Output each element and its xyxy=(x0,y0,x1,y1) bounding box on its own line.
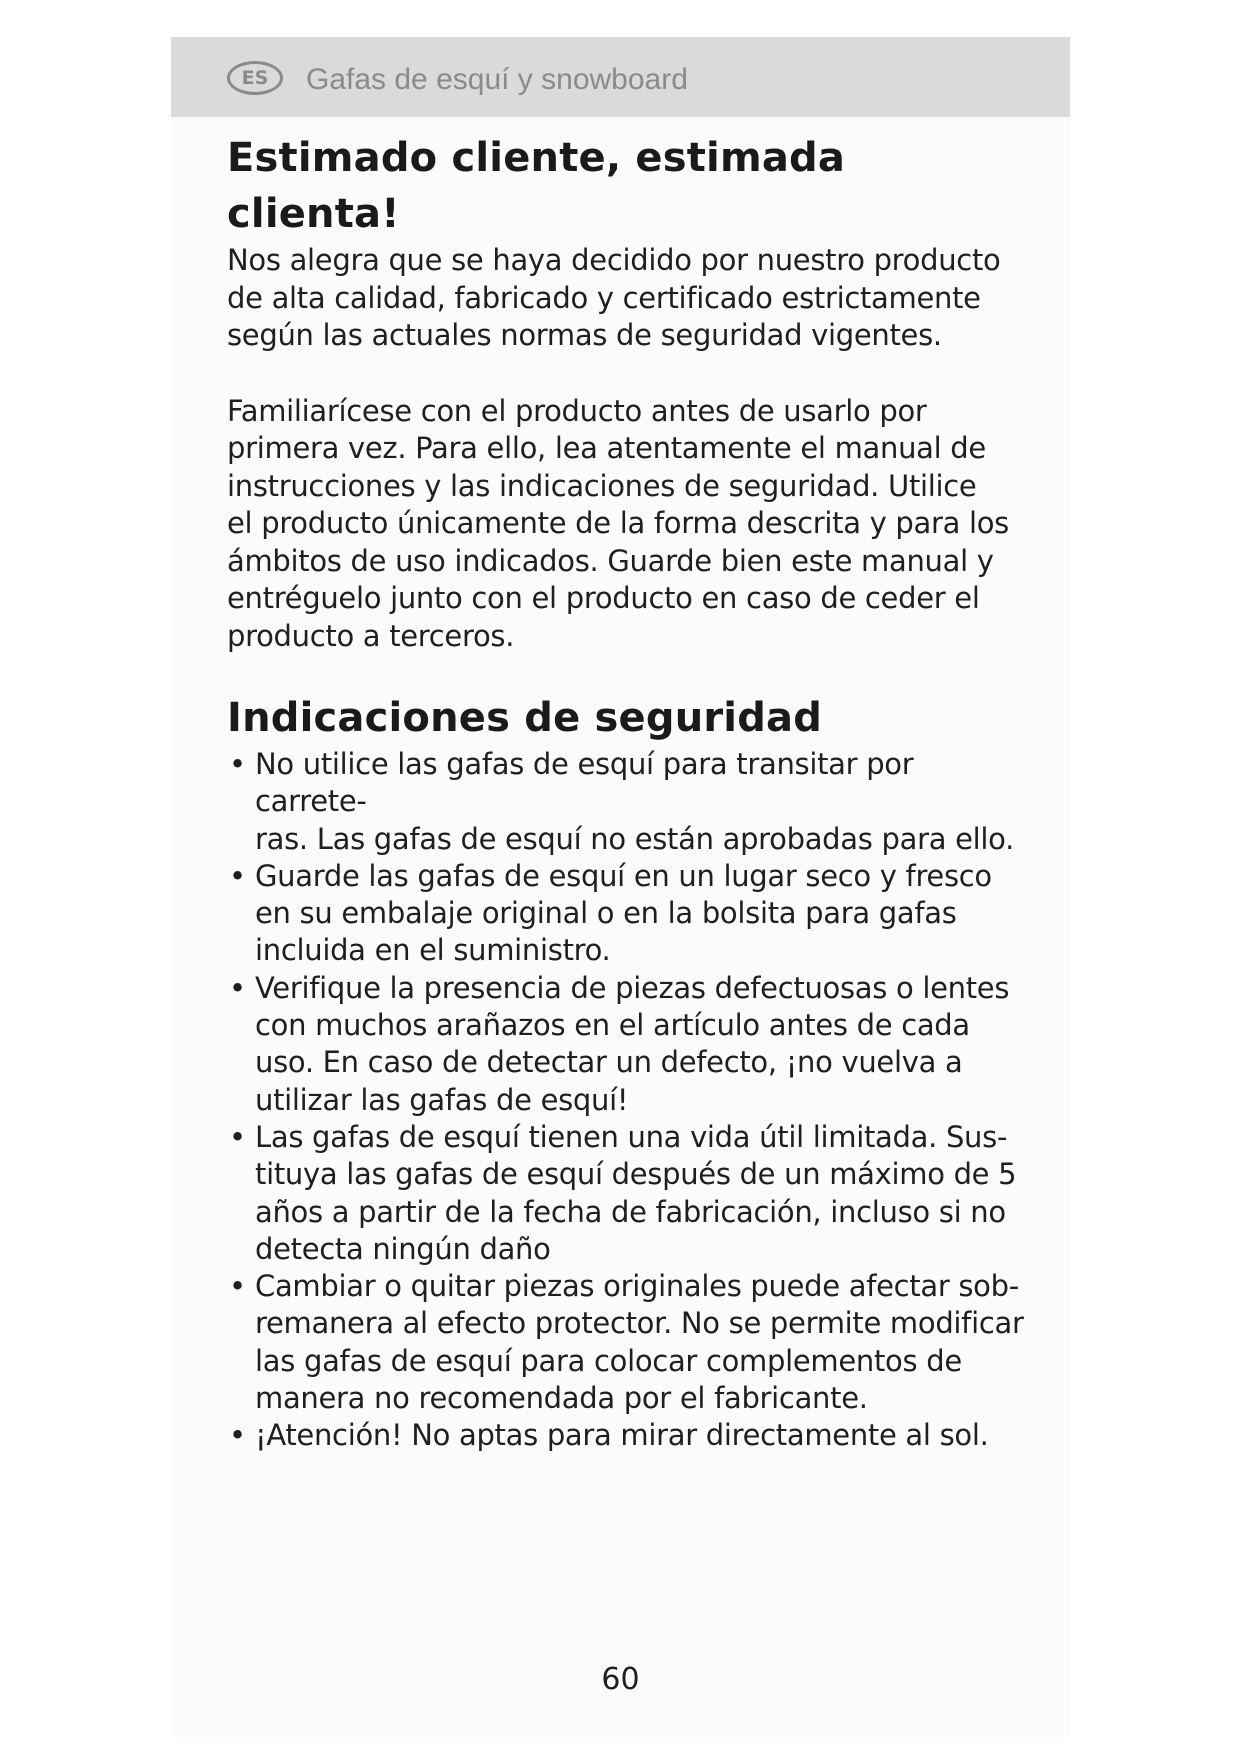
bullet-icon: • xyxy=(229,747,246,781)
text-line: Nos alegra que se haya decidido por nuestro producto xyxy=(227,243,1001,277)
text-line: en su embalaje original o en la bolsita para gafas xyxy=(255,896,957,931)
text-line: remanera al efecto protector. No se permite modificar xyxy=(255,1306,1024,1341)
bullet-icon: • xyxy=(229,970,246,1005)
text-line: detecta ningún daño xyxy=(255,1231,551,1266)
list-item xyxy=(227,1268,1027,1417)
text-line: tituya las gafas de esquí después de un máximo de 5 xyxy=(255,1157,1017,1192)
text-line: ámbitos de uso indicados. Guarde bien este manual y xyxy=(227,543,994,578)
list-item xyxy=(227,858,1027,970)
text-line: uso. En caso de detectar un defecto, ¡no vuelva a xyxy=(255,1045,963,1080)
bullet-icon: • xyxy=(229,858,246,893)
list-item xyxy=(227,1417,1027,1454)
text-line: manera no recomendada por el fabricante. xyxy=(255,1381,868,1416)
text-line: según las actuales normas de seguridad vigentes. xyxy=(227,318,942,352)
safety-list xyxy=(227,746,1027,1455)
header-title: Gafas de esquí y snowboard xyxy=(306,63,688,96)
list-item xyxy=(227,970,1027,1119)
page-number: 60 xyxy=(601,1662,640,1697)
text-line: No utilice las gafas de esquí para transitar por carrete- xyxy=(255,747,914,819)
bullet-icon: • xyxy=(229,1119,246,1154)
text-line: el producto únicamente de la forma descrita y para los xyxy=(227,506,1009,540)
intro-paragraph-1 xyxy=(227,242,1027,355)
manual-page xyxy=(171,37,1070,1737)
safety-heading: Indicaciones de seguridad xyxy=(227,695,823,741)
text-line: con muchos arañazos en el artículo antes de cada xyxy=(255,1008,970,1043)
text-line: Cambiar o quitar piezas originales puede afectar sob- xyxy=(255,1269,1019,1304)
text-line: Las gafas de esquí tienen una vida útil limitada. Sus- xyxy=(255,1119,1008,1154)
bullet-icon: • xyxy=(229,1418,246,1453)
text-line: incluida en el suministro. xyxy=(255,933,611,968)
header-bar xyxy=(171,37,1070,117)
text-line: primera vez. Para ello, lea atentamente el manual de xyxy=(227,431,986,465)
intro-paragraph-2 xyxy=(227,393,1027,656)
list-item xyxy=(227,746,1027,858)
text-line: Familiarícese con el producto antes de usarlo por xyxy=(227,393,927,428)
text-line: producto a terceros. xyxy=(227,618,515,653)
language-badge: ES xyxy=(227,61,283,95)
content xyxy=(227,130,1027,1455)
text-line: de alta calidad, fabricado y certificado estrictamente xyxy=(227,280,981,315)
text-line: ras. Las gafas de esquí no están aprobadas para ello. xyxy=(255,821,1014,856)
text-line: Verifique la presencia de piezas defectuosas o lentes xyxy=(255,970,1010,1005)
text-line: ¡Atención! No aptas para mirar directamente al sol. xyxy=(255,1418,989,1453)
text-line: años a partir de la fecha de fabricación, incluso si no xyxy=(255,1194,1006,1229)
text-line: Guarde las gafas de esquí en un lugar seco y fresco xyxy=(255,858,992,893)
list-item xyxy=(227,1119,1027,1268)
text-line: utilizar las gafas de esquí! xyxy=(255,1082,629,1117)
text-line: las gafas de esquí para colocar complementos de xyxy=(255,1343,962,1378)
intro-heading: Estimado cliente, estimada clienta! xyxy=(227,135,846,237)
text-line: instrucciones y las indicaciones de seguridad. Utilice xyxy=(227,468,977,503)
bullet-icon: • xyxy=(229,1269,246,1304)
text-line: entréguelo junto con el producto en caso de ceder el xyxy=(227,581,980,615)
